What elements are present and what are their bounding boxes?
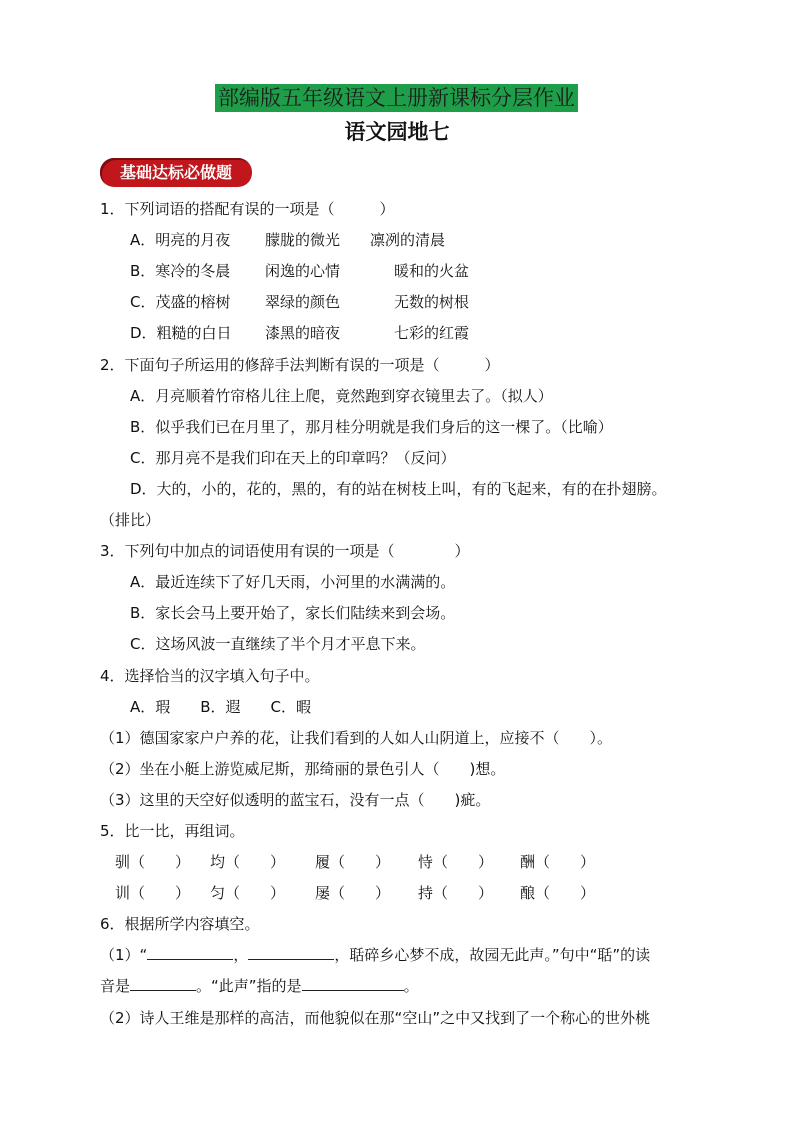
question-6-sentence-2: （2）诗人王维是那样的高洁，而他貌似在那“空山”之中又找到了一个称心的世外桃: [100, 1009, 651, 1027]
question-2-option-d-tag: （排比）: [100, 511, 161, 529]
question-6-sentence-1-cont: [100, 975, 419, 997]
question-1-stem: 1．下列词语的搭配有误的一项是（ ）: [100, 200, 395, 218]
text-segment: 音是: [100, 977, 131, 995]
word-pair-item: 训（ ）: [115, 884, 191, 902]
option-text: 无数的树根: [394, 293, 470, 311]
word-pair-item: 恃（ ）: [418, 853, 494, 871]
word-pair-item: 屡（ ）: [315, 884, 391, 902]
word-pair-item: 驯（ ）: [115, 853, 191, 871]
word-pair-item: 匀（ ）: [210, 884, 286, 902]
fill-blank[interactable]: [302, 976, 404, 991]
option-text: 翠绿的颜色: [265, 293, 341, 311]
option-text: 暖和的火盆: [394, 262, 470, 280]
question-4-options: A．瑕 B．遐 C．暇: [130, 698, 312, 716]
text-segment: 。: [403, 977, 419, 995]
text-segment: 。“此声”指的是: [196, 977, 302, 995]
option-text: C．茂盛的榕树: [130, 293, 231, 311]
option-text: 七彩的红霞: [394, 324, 470, 342]
question-6-stem: 6．根据所学内容填空。: [100, 915, 260, 933]
question-3-stem: 3．下列句中加点的词语使用有误的一项是（ ）: [100, 542, 470, 560]
question-6-sentence-1: [100, 944, 650, 966]
text-segment: （1）“: [100, 946, 148, 964]
option-text: B．寒冷的冬晨: [130, 262, 231, 280]
option-text: D．粗糙的白日: [130, 324, 232, 342]
question-2-stem: 2．下面句子所运用的修辞手法判断有误的一项是（ ）: [100, 356, 500, 374]
question-3-option-b: B．家长会马上要开始了，家长们陆续来到会场。: [130, 604, 456, 622]
text-segment: ，: [233, 946, 249, 964]
page-title: 语文园地七: [344, 120, 450, 144]
worksheet-banner: 部编版五年级语文上册新课标分层作业: [215, 84, 578, 112]
word-pair-item: 均（ ）: [210, 853, 286, 871]
question-2-option-d: D．大的，小的，花的，黑的，有的站在树枝上叫，有的飞起来，有的在扑翅膀。: [130, 480, 667, 498]
option-text: 朦胧的微光: [265, 231, 341, 249]
option-text: 漆黑的暗夜: [265, 324, 341, 342]
question-3-option-c: C．这场风波一直继续了半个月才平息下来。: [130, 635, 426, 653]
question-5-stem: 5．比一比，再组词。: [100, 822, 245, 840]
question-4-sentence-2: （2）坐在小艇上游览威尼斯，那绮丽的景色引人（ )想。: [100, 760, 506, 778]
word-pair-item: 酬（ ）: [520, 853, 596, 871]
word-pair-item: 持（ ）: [418, 884, 494, 902]
word-pair-item: 履（ ）: [315, 853, 391, 871]
fill-blank[interactable]: [248, 945, 334, 960]
word-pair-item: 酿（ ）: [520, 884, 596, 902]
fill-blank[interactable]: [130, 976, 196, 991]
text-segment: ，聒碎乡心梦不成，故园无此声。”句中“聒”的读: [334, 946, 651, 964]
question-2-option-c: C．那月亮不是我们印在天上的印章吗？（反问）: [130, 449, 456, 467]
section-badge: 基础达标必做题: [100, 158, 252, 187]
option-text: 闲逸的心情: [265, 262, 341, 280]
question-3-option-a: A．最近连续下了好几天雨，小河里的水满满的。: [130, 573, 456, 591]
question-2-option-a: A．月亮顺着竹帘格儿往上爬，竟然跑到穿衣镜里去了。（拟人）: [130, 387, 553, 405]
question-4-sentence-3: （3）这里的天空好似透明的蓝宝石，没有一点（ )疵。: [100, 791, 491, 809]
question-4-stem: 4．选择恰当的汉字填入句子中。: [100, 667, 320, 685]
question-2-option-b: B．似乎我们已在月里了，那月桂分明就是我们身后的这一棵了。（比喻）: [130, 418, 613, 436]
fill-blank[interactable]: [147, 945, 233, 960]
option-text: A．明亮的月夜: [130, 231, 231, 249]
option-text: 凛冽的清晨: [370, 231, 446, 249]
question-4-sentence-1: （1）德国家家户户养的花，让我们看到的人如人山阴道上，应接不（ ）。: [100, 729, 613, 747]
